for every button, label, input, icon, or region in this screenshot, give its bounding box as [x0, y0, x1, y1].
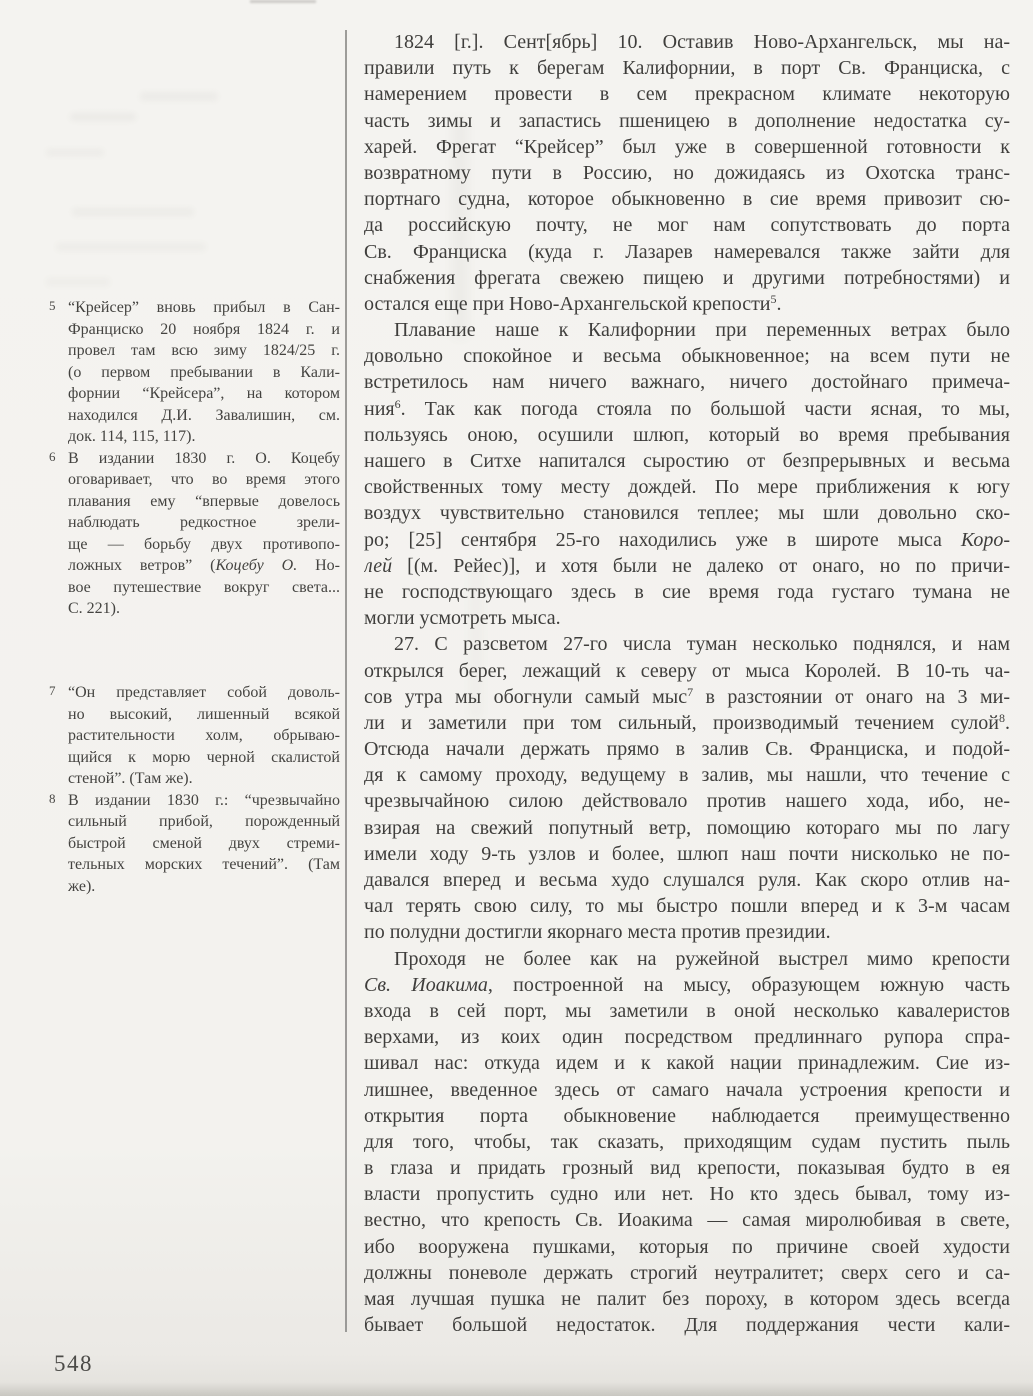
column-divider: [345, 30, 347, 1332]
footnote-line: же).: [68, 877, 96, 895]
text-line: остался еще при Ново-Архангельской крепости$^5$.: [364, 291, 782, 315]
text-line: возвратному пути в Россию, но дожидаясь из Охотска транс-: [364, 161, 1010, 184]
paragraph: [364, 317, 1010, 631]
text-line: намерением провести в сем прекрасном климате некоторую: [364, 83, 1010, 106]
text-line: ибо вооружена пушками, которыя по причине своей худости: [364, 1235, 1010, 1258]
text-line: Плавание наше к Калифорнии при переменных ветрах было: [394, 319, 1010, 342]
footnote-marker: 7: [49, 683, 56, 698]
main-text-column: [364, 29, 1010, 1338]
text-line: да российскую почту, не мог нам сопутствовать до порта: [364, 214, 1010, 237]
footnote-line: тельных морских течений”. (Там: [68, 856, 340, 873]
text-line: 1824 [г.]. Сент[ябрь] 10. Оставив Ново-Архангельск, мы на-: [394, 31, 1010, 53]
text-line: лишнее, введенное здесь от самаго начала устроения крепости и: [364, 1078, 1010, 1101]
footnote: [46, 448, 340, 620]
footnote-line: быстрой сменой двух стреми-: [68, 834, 340, 852]
footnote-line: С. 221).: [68, 600, 120, 617]
text-line: для того, чтобы, так сказать, приходящим судам пустить пыль: [364, 1130, 1010, 1153]
text-line: часть зимы и запастись пшеницею в дополнение недостатка су-: [364, 109, 1010, 132]
text-line: ния$^6$. Так как погода стояла по большой части ясная, то мы,: [364, 396, 1010, 420]
footnote-line: “Он представляет собой доволь-: [68, 684, 340, 701]
text-line: шивал нас: откуда идем и к какой нации принадлежим. Сие из-: [364, 1052, 1010, 1075]
footnote-line: плавания ему “впервые довелось: [68, 492, 340, 510]
footnote-line: форнии “Крейсера”, на котором: [68, 385, 340, 402]
page-number: 548: [54, 1351, 93, 1376]
footnote-line: находился Д.И. Завалишин, см.: [68, 406, 340, 424]
page-bottom-shadow: [0, 1382, 1033, 1396]
paragraph: [364, 946, 1010, 1339]
footnote-line: вое путешествие вокруг света...: [68, 578, 340, 596]
text-line: ли и заметили при том сильный, производимый течением сулой$^8$.: [364, 710, 1010, 734]
text-line: ро; [25] сентября 25-го находились уже в широте мыса Коро-: [364, 528, 1010, 551]
text-line: бывает большой недостаток. Для поддержания чести кали-: [364, 1314, 1010, 1337]
bleedthrough-artifact: [46, 149, 104, 156]
text-line: свойственных тому месту дождей. По мере приближения к югу: [364, 476, 1010, 499]
footnote-line: “Крейсер” вновь прибыл в Сан-: [68, 299, 340, 316]
text-line: Проходя не более как на ружейной выстрел мимо крепости: [394, 947, 1010, 970]
text-line: Отсюда начали держать прямо в залив Св. Франциска, и подой-: [364, 738, 1010, 761]
text-line: довольно спокойное и весьма обыкновенное; на всем пути не: [364, 345, 1010, 368]
text-line: имели ходу 9-ть узлов и более, шлюп наш почти нисколько не по-: [364, 842, 1010, 865]
footnote-line: стеной”. (Там же).: [68, 770, 193, 787]
text-line: мая лучшая пушка не палит без пороху, в котором здесь всегда: [364, 1288, 1010, 1310]
text-line: давался вперед и весьма худо слушался руля. Как скоро отлив на-: [364, 869, 1010, 891]
footnote-line: (о первом пребывании в Кали-: [68, 363, 340, 381]
text-line: не господствующаго здесь в сие время года густаго тумана не: [364, 580, 1010, 603]
text-line: Св. Иоакима, построенной на мысу, образующем южную часть: [364, 973, 1010, 996]
footnote: [46, 297, 340, 448]
bleedthrough-artifact: [70, 113, 136, 121]
text-line: дя к самому проходу, ведущему в залив, мы нашли, что течение с: [364, 764, 1010, 787]
text-line: по полудни достигли якорнаго места против президии.: [364, 921, 831, 944]
text-line: могли усмотреть мыса.: [364, 607, 561, 630]
footnote-line: В издании 1830 г. О. Коцебу: [68, 449, 340, 467]
footnote-group-upper: [46, 297, 340, 620]
text-line: снабжения фрегата свежею пищею и другими потребностями) и: [364, 266, 1010, 289]
text-line: лей [(м. Рейес)], и хотя были не далеко от онаго, но по причи-: [364, 554, 1010, 577]
text-line: открылся берег, лежащий к северу от мыса Королей. В 10-ть ча-: [364, 659, 1010, 682]
text-line: взирая на свежий попутный ветр, помощию котораго мы по лагу: [364, 816, 1010, 839]
footnote-line: док. 114, 115, 117).: [68, 428, 196, 445]
text-line: верхами, из коих один посредством предлиннаго рупора спра-: [364, 1026, 1010, 1049]
footnote-line: растительности холм, обрываю-: [68, 727, 340, 744]
text-line: портнаго судна, которое обыкновенно в сие время привозит сю-: [364, 188, 1010, 211]
footnote: [46, 682, 340, 790]
paragraph: [364, 631, 1010, 945]
footnote-line: наблюдать редкостное зрели-: [68, 514, 340, 531]
footnote-line: оговаривает, что во время этого: [68, 471, 340, 488]
text-line: правили путь к берегам Калифорнии, в порт Св. Франциска, с: [364, 57, 1010, 80]
text-line: воздух чувствительно становился теплее; мы шли довольно ско-: [364, 502, 1010, 525]
text-line: пользуясь оною, осушили шлюп, который во время пребывания: [364, 423, 1010, 446]
bleedthrough-artifact: [56, 243, 206, 251]
footnote-line: В издании 1830 г.: “чрезвычайно: [68, 791, 340, 809]
bleedthrough-artifact: [140, 92, 218, 101]
text-line: власти пропустить судно или нет. Но кто здесь бывал, тому из-: [364, 1183, 1010, 1206]
text-line: в глаза и придать грозный вид крепости, показывая будто в ея: [364, 1157, 1010, 1180]
text-line: харей. Фрегат “Крейсер” был уже в совершенной готовности к: [364, 135, 1010, 158]
bleedthrough-artifact: [46, 278, 110, 286]
scan-edge-mark: [250, 0, 316, 3]
footnote: [46, 790, 340, 898]
footnote-line: щийся к морю черной скалистой: [68, 748, 340, 766]
footnote-line: сильный прибой, порожденный: [68, 813, 340, 830]
text-line: сов утра мы обогнули самый мыс$^7$ в разстоянии от онаго на 3 ми-: [364, 684, 1010, 708]
text-line: встретилось нам ничего важнаго, ничего достойнаго примеча-: [364, 371, 1010, 394]
text-line: должны поневоле держать строгий неутралитет; сверх сего и са-: [364, 1261, 1010, 1284]
text-line: 27. С разсветом 27-го числа туман несколько поднялся, и нам: [394, 633, 1010, 656]
text-line: Св. Франциска (куда г. Лазарев намеревался также зайти для: [364, 240, 1010, 263]
text-line: чал терять свою силу, то мы быстро пошли вперед и к 3-м часам: [364, 895, 1010, 918]
footnote-line: провел там всю зиму 1824/25 г.: [68, 342, 340, 359]
paragraph: [364, 29, 1010, 317]
bleedthrough-artifact: [72, 208, 194, 216]
footnote-marker: 6: [49, 448, 56, 464]
text-line: нашего в Ситхе напитался сыростию от безпрерывных и весьма: [364, 450, 1010, 472]
footnote-line: ложных ветров” (Коцебу О. Но-: [68, 557, 340, 574]
footnote-line: но высокий, лишенный всякой: [68, 705, 340, 723]
text-line: открытия порта обыкновение наблюдается преимущественно: [364, 1104, 1010, 1127]
text-line: чрезвычайною силою действовало против нашего хода, ибо, не-: [364, 790, 1010, 813]
text-line: входа в сей порт, мы заметили в оной несколько кавалеристов: [364, 999, 1010, 1022]
footnote-marker: 5: [49, 298, 56, 313]
text-line: вестно, что крепость Св. Иоакима — самая миролюбивая в свете,: [364, 1209, 1010, 1232]
footnote-line: Франциско 20 ноября 1824 г. и: [68, 320, 340, 338]
footnote-marker: 8: [49, 790, 56, 806]
footnote-line: ще — борьбу двух противопо-: [68, 535, 340, 553]
footnote-group-lower: [46, 682, 340, 897]
